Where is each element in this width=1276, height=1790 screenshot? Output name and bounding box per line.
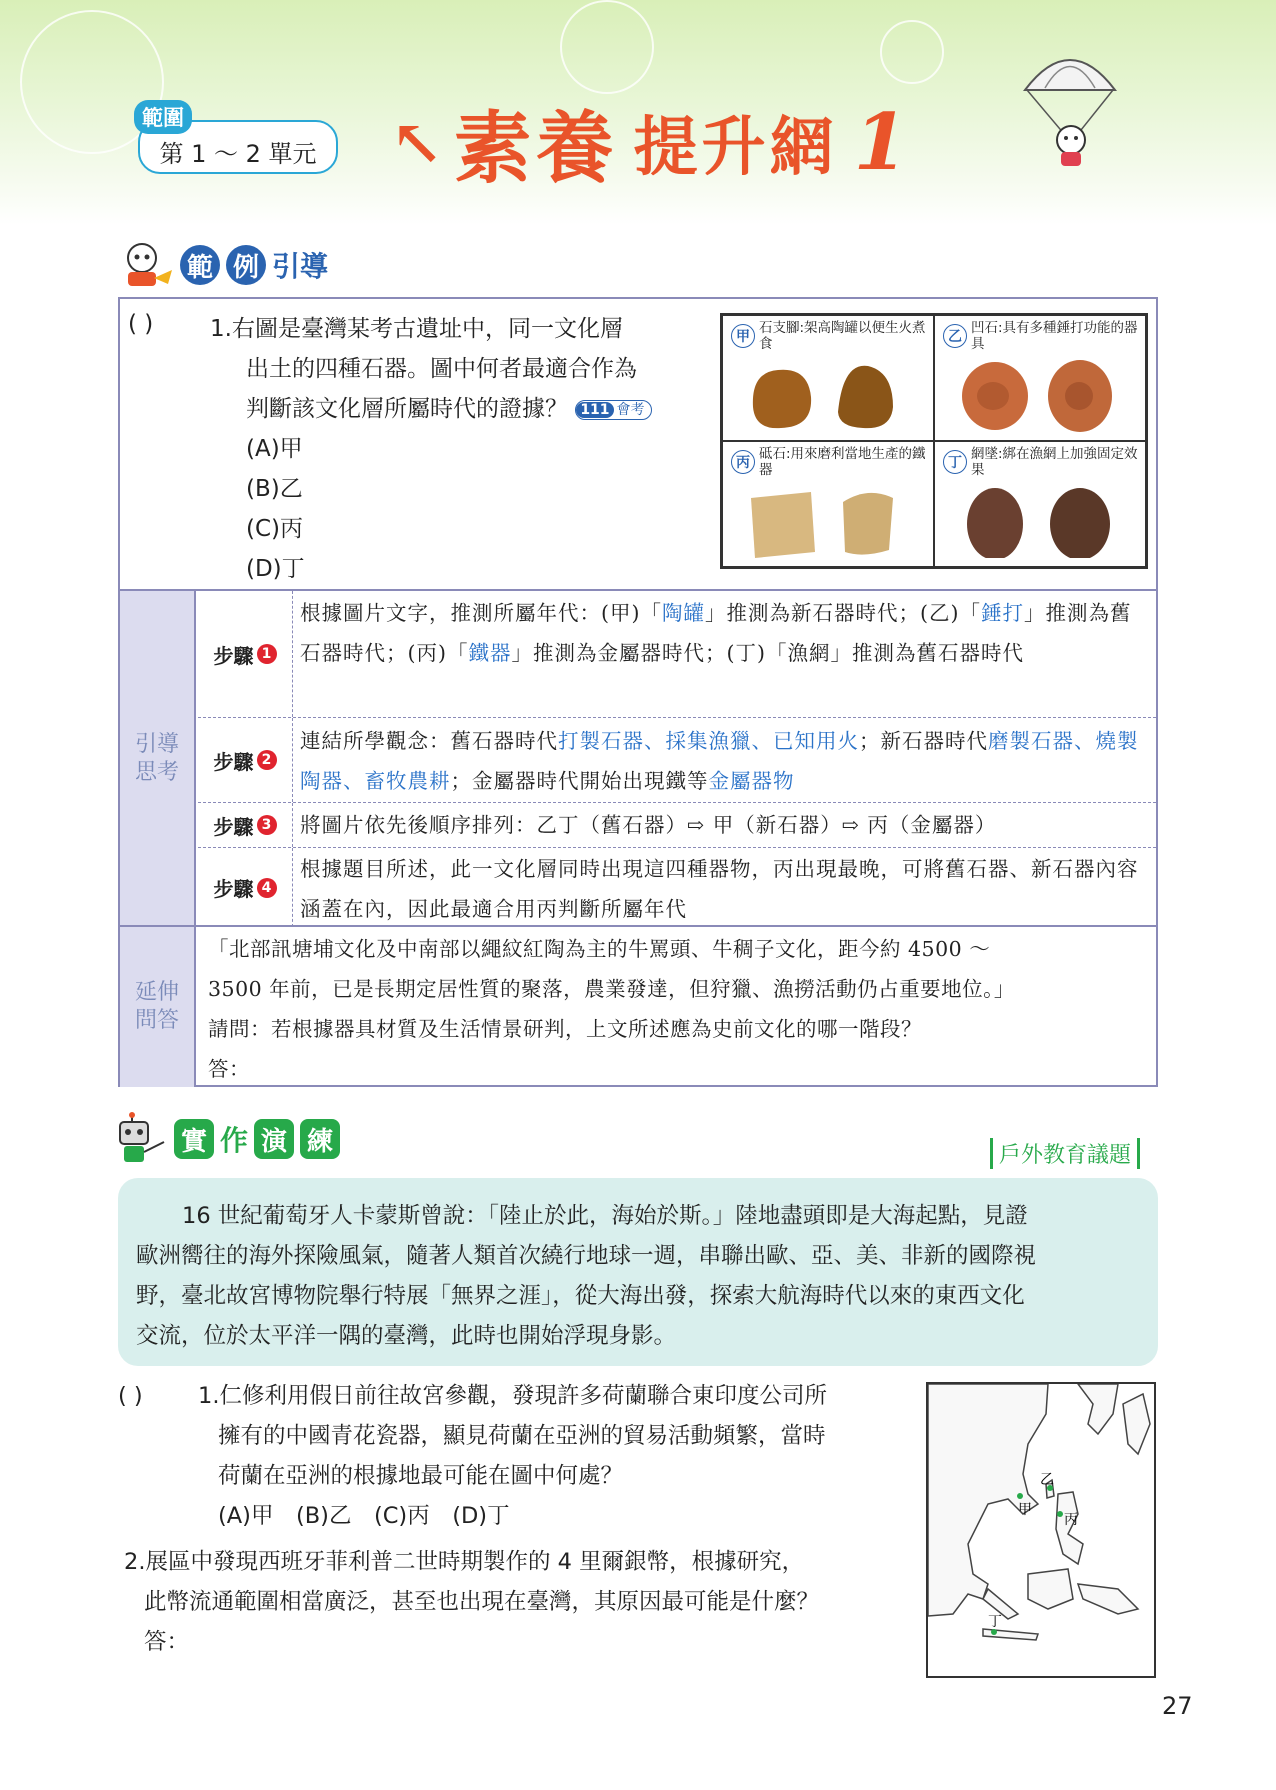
stone-mark: 丁 <box>943 450 967 474</box>
example-section-header <box>118 240 328 290</box>
step-text-part: ；新石器時代 <box>859 729 988 753</box>
section-pill: 演 <box>254 1119 294 1159</box>
title-number: 1 <box>853 96 908 188</box>
guide-label <box>120 591 196 927</box>
title-part2: 提升網 <box>633 110 838 185</box>
parachute-mascot-icon <box>1015 40 1125 170</box>
ext-label <box>120 927 196 1087</box>
step-word: 步驟 <box>213 643 254 668</box>
step-2-label <box>198 718 293 802</box>
step-text-part: 」推測為新石器時代；(乙)「 <box>705 601 981 625</box>
step-text-part: ；金屬器時代開始出現鐵等 <box>450 769 709 793</box>
q1 <box>118 1376 918 1536</box>
map-figure <box>928 1384 1154 1676</box>
exam-tag-year: 111 <box>576 402 613 418</box>
q1-text <box>198 1376 827 1536</box>
section-mid: 作 <box>220 1124 249 1157</box>
option-a: (A)甲 <box>246 436 303 462</box>
arrow-icon: ↖ <box>390 104 444 180</box>
q1-line: 1.仁修利用假日前往故宮參觀，發現許多荷蘭聯合東印度公司所 <box>198 1383 827 1409</box>
option-b: (B)乙 <box>246 476 303 502</box>
topic-tag: 戶外教育議題 <box>990 1138 1140 1169</box>
step-highlight: 陶罐 <box>662 601 705 625</box>
question-line: 1.右圖是臺灣某考古遺址中，同一文化層 <box>210 316 623 342</box>
step-text-part: 連結所學觀念：舊石器時代 <box>300 729 558 753</box>
step-2-text <box>300 721 1150 801</box>
step-3-text: 將圖片依先後順序排列：乙丁（舊石器）⇨ 甲（新石器）⇨ 丙（金屬器） <box>300 813 997 837</box>
stone-caption: 凹石:具有多種錘打功能的器具 <box>971 320 1138 352</box>
step-divider <box>198 802 1156 803</box>
option-c: (C)丙 <box>246 516 304 542</box>
step-1-text <box>300 593 1150 673</box>
stone-tools-figure <box>720 313 1148 569</box>
ext-label-line: 延伸 <box>134 980 179 1005</box>
stone-mark: 乙 <box>943 324 967 348</box>
step-word: 步驟 <box>213 877 254 901</box>
step-highlight: 金屬器物 <box>708 769 795 793</box>
step-word: 步驟 <box>213 749 254 774</box>
stone-cell-bing <box>722 441 934 567</box>
ext-line: 3500 年前，已是長期定居性質的聚落，農業發達，但狩獵、漁撈活動仍占重要地位。」 <box>208 977 1015 1001</box>
step-number: 1 <box>257 644 277 664</box>
example-question <box>120 299 1156 589</box>
step-divider <box>198 847 1156 848</box>
guide-label-line: 思考 <box>134 760 179 785</box>
reading-line: 16 世紀葡萄牙人卡蒙斯曾說：「陸止於此，海始於斯。」陸地盡頭即是大海起點，見證 <box>182 1203 1028 1229</box>
stone-caption: 砥石:用來磨利當地生產的鐵器 <box>759 446 926 478</box>
reading-line: 交流，位於太平洋一隅的臺灣，此時也開始浮現身影。 <box>136 1323 677 1349</box>
step-3-label <box>198 803 293 847</box>
practice-questions <box>118 1376 918 1662</box>
robot-mascot-icon <box>118 240 174 290</box>
example-box <box>118 297 1158 1087</box>
stone-mark: 丙 <box>731 450 755 474</box>
reading-passage <box>118 1178 1158 1366</box>
answer-paren: ( ) <box>128 311 154 337</box>
section-pill: 例 <box>226 245 266 285</box>
step-highlight: 打製石器、採集漁獵、已知用火 <box>558 729 859 753</box>
step-highlight: 磨製石器、燒製陶器、畜牧農耕 <box>300 729 1139 793</box>
stone-support-icon <box>743 352 913 432</box>
stone-caption: 石支腳:架高陶罐以便生火煮食 <box>759 320 926 352</box>
net-sinker-icon <box>955 478 1125 558</box>
q1-options: (A)甲 (B)乙 (C)丙 (D)丁 <box>218 1503 510 1529</box>
step-highlight: 錘打 <box>981 601 1024 625</box>
q1-line: 荷蘭在亞洲的根據地最可能在圖中何處？ <box>218 1463 624 1489</box>
section-pill: 實 <box>174 1119 214 1159</box>
question-line: 出土的四種石器。圖中何者最適合作為 <box>246 356 637 382</box>
ext-answer: 答： <box>208 1057 250 1081</box>
step-text-part: 」推測為舊石器時代；(丙)「 <box>300 601 1132 665</box>
step-1-label <box>198 591 293 717</box>
question-line-text: 判斷該文化層所屬時代的證據？ <box>246 396 568 422</box>
step-word: 步驟 <box>213 814 254 839</box>
extended-qa <box>120 925 1156 1087</box>
q2 <box>118 1542 918 1662</box>
page-number: 27 <box>1162 1692 1193 1720</box>
step-highlight: 鐵器 <box>468 641 512 665</box>
stone-mark: 甲 <box>731 324 755 348</box>
q2-line: 此幣流通範圍相當廣泛，甚至也出現在臺灣，其原因最可能是什麼？ <box>144 1589 820 1615</box>
guided-thinking <box>120 589 1156 927</box>
range-value: 第 1 ～ 2 單元 <box>138 120 338 174</box>
option-d: (D)丁 <box>246 556 305 582</box>
range-label: 範圍 <box>134 100 192 134</box>
stone-cell-jia <box>722 315 934 441</box>
stone-cell-ding <box>934 441 1146 567</box>
section-pill: 範 <box>180 245 220 285</box>
hammer-stone-icon <box>955 352 1125 432</box>
ext-line: 「北部訊塘埔文化及中南部以繩紋紅陶為主的牛罵頭、牛稠子文化，距今約 4500 ～ <box>208 937 991 961</box>
step-4-label <box>198 848 293 927</box>
ext-label-line: 問答 <box>134 1008 179 1033</box>
stone-cell-yi <box>934 315 1146 441</box>
ext-text <box>208 929 1148 1089</box>
step-number: 4 <box>257 878 277 898</box>
asia-map <box>926 1382 1156 1678</box>
q2-line: 2.展區中發現西班牙菲利普二世時期製作的 4 里爾銀幣，根據研究， <box>124 1549 805 1575</box>
map-label-a: 甲 <box>1018 1502 1032 1518</box>
reading-line: 野，臺北故宮博物院舉行特展「無界之涯」，從大海出發，探索大航海時代以來的東西文化 <box>136 1283 1025 1309</box>
answer-paren: ( ) <box>118 1383 143 1409</box>
whetstone-icon <box>743 478 913 558</box>
map-label-b: 乙 <box>1040 1472 1054 1488</box>
exam-tag-label: 會考 <box>616 401 645 418</box>
section-pill: 練 <box>300 1119 340 1159</box>
practice-section-header <box>118 1112 340 1166</box>
page-title <box>390 92 908 192</box>
map-label-d: 丁 <box>988 1614 1002 1630</box>
q2-answer: 答： <box>144 1629 190 1655</box>
map-label-c: 丙 <box>1064 1512 1078 1528</box>
q1-line: 擁有的中國青花瓷器，顯見荷蘭在亞洲的貿易活動頻繁，當時 <box>218 1423 826 1449</box>
guide-label-line: 引導 <box>134 732 179 757</box>
ext-line: 請問：若根據器具材質及生活情景研判，上文所述應為史前文化的哪一階段？ <box>208 1017 922 1041</box>
step-number: 3 <box>257 815 277 835</box>
robot-icon <box>118 1112 168 1166</box>
step-number: 2 <box>257 750 277 770</box>
exam-tag <box>575 400 651 420</box>
step-text-part: 」推測為金屬器時代；(丁)「漁網」推測為舊石器時代 <box>511 641 1024 665</box>
reading-line: 歐洲嚮往的海外探險風氣，隨著人類首次繞行地球一週，串聯出歐、亞、美、非新的國際視 <box>136 1243 1037 1269</box>
step-text-part: 根據圖片文字，推測所屬年代：(甲)「 <box>300 601 662 625</box>
step-divider <box>198 717 1156 718</box>
section-suffix: 引導 <box>272 250 329 283</box>
title-part1: 素養 <box>453 103 618 194</box>
stone-caption: 網墜:綁在漁網上加強固定效果 <box>971 446 1138 478</box>
step-4-text: 根據題目所述，此一文化層同時出現這四種器物，丙出現最晚，可將舊石器、新石器內容涵蓋在內，因此最適合用丙判斷所屬年代 <box>300 857 1139 921</box>
